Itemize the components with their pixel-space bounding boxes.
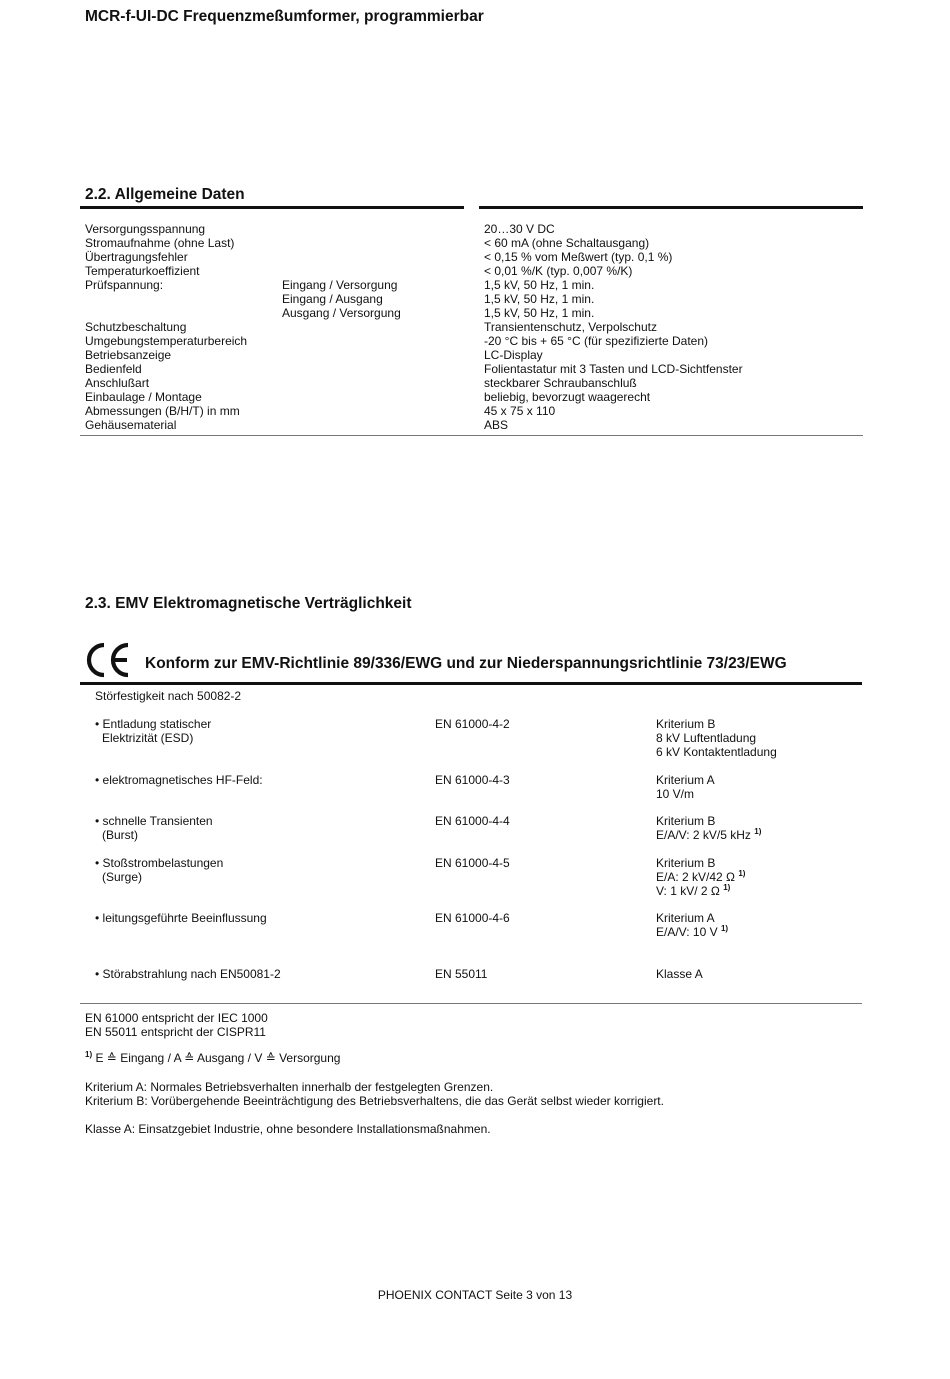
general-value: < 0,01 %/K (typ. 0,007 %/K): [484, 264, 633, 278]
general-value: LC-Display: [484, 348, 543, 362]
emv-test-name: • Entladung statischer: [95, 717, 212, 731]
emv-test-name: • Störabstrahlung nach EN50081-2: [95, 967, 281, 981]
general-sublabel: Ausgang / Versorgung: [282, 306, 401, 320]
emv-standard: EN 61000-4-5: [435, 856, 510, 870]
general-value: ABS: [484, 418, 509, 432]
note-class-a: Klasse A: Einsatzgebiet Industrie, ohne besondere Installationsmaßnahmen.: [85, 1122, 491, 1136]
general-sublabel: [282, 334, 401, 348]
general-value: 1,5 kV, 50 Hz, 1 min.: [484, 292, 595, 306]
general-label: Einbaulage / Montage: [85, 390, 202, 404]
general-label: Prüfspannung:: [85, 278, 164, 292]
footnote-text: E ≙ Eingang / A ≙ Ausgang / V ≙ Versorgung: [95, 1051, 341, 1065]
emv-standard: EN 61000-4-2: [435, 717, 510, 731]
emv-bottom-rule: [80, 1003, 862, 1004]
emv-criterion: Kriterium B: [656, 717, 716, 731]
note-cispr: EN 55011 entspricht der CISPR11: [85, 1025, 266, 1039]
emv-subheading: Störfestigkeit nach 50082-2: [95, 689, 242, 703]
general-sublabel: [282, 348, 401, 362]
general-bottom-rule: [80, 435, 863, 436]
general-sublabel: [282, 404, 401, 418]
general-label: Gehäusematerial: [85, 418, 177, 432]
emv-criterion: 6 kV Kontaktentladung: [656, 745, 777, 759]
general-label: Schutzbeschaltung: [85, 320, 187, 334]
footnote-marker: 1): [738, 869, 746, 878]
emv-test-name: • Stoßstrombelastungen: [95, 856, 224, 870]
general-label: Anschlußart: [85, 376, 150, 390]
footnote-marker: 1): [720, 924, 729, 933]
general-label: Versorgungsspannung: [85, 222, 206, 236]
general-value: 1,5 kV, 50 Hz, 1 min.: [484, 278, 595, 292]
general-value: -20 °C bis + 65 °C (für spezifizierte Daten): [484, 334, 709, 348]
general-label: Übertragungsfehler: [85, 250, 188, 264]
section-title-general: 2.2. Allgemeine Daten: [85, 186, 245, 203]
note-criterion-b: Kriterium B: Vorübergehende Beeinträchtigung des Betriebsverhaltens, die das Gerät selbst wieder korrigiert.: [85, 1094, 664, 1108]
general-sublabel: [282, 390, 401, 404]
ce-mark-icon: [83, 642, 131, 678]
general-label: [85, 292, 247, 306]
general-value: steckbarer Schraubanschluß: [484, 376, 637, 390]
general-sublabel: [282, 264, 401, 278]
emv-test-name: Elektrizität (ESD): [102, 731, 194, 745]
page-footer: PHOENIX CONTACT Seite 3 von 13: [377, 1288, 573, 1302]
footnote-marker: 1): [754, 827, 762, 836]
general-label: [85, 306, 247, 320]
emv-criterion: 8 kV Luftentladung: [656, 731, 757, 745]
document-title: MCR-f-UI-DC Frequenzmeßumformer, programmierbar: [85, 8, 484, 25]
footnote: [85, 1051, 340, 1065]
general-sublabels-column: [282, 222, 401, 432]
general-label: Temperaturkoeffizient: [85, 264, 200, 278]
standards-notes: [85, 1011, 268, 1039]
general-value: 1,5 kV, 50 Hz, 1 min.: [484, 306, 595, 320]
general-value: < 60 mA (ohne Schaltausgang): [484, 236, 650, 250]
conformity-heading: Konform zur EMV-Richtlinie 89/336/EWG und zur Niederspannungsrichtlinie 73/23/EWG: [145, 655, 787, 672]
general-sublabel: [282, 376, 401, 390]
general-sublabel: [282, 418, 401, 432]
general-label: Bedienfeld: [85, 362, 142, 376]
section-title-emv: 2.3. EMV Elektromagnetische Verträglichkeit: [85, 595, 412, 612]
class-note: [85, 1122, 491, 1136]
general-labels-column: [85, 222, 247, 432]
general-sublabel: [282, 362, 401, 376]
emv-criterion: Klasse A: [656, 967, 703, 981]
emv-criterion: E/A/V: 2 kV/5 kHz: [656, 828, 751, 842]
general-value: Transientenschutz, Verpolschutz: [484, 320, 657, 334]
footnote-marker: 1): [85, 1050, 93, 1059]
emv-criterion: Kriterium B: [656, 814, 716, 828]
general-label: Stromaufnahme (ohne Last): [85, 236, 235, 250]
emv-criterion: Kriterium A: [656, 911, 715, 925]
emv-criterion: 10 V/m: [656, 787, 695, 801]
general-values-column: [484, 222, 743, 432]
general-value: 20…30 V DC: [484, 222, 555, 236]
emv-standard: EN 61000-4-4: [435, 814, 510, 828]
emv-standard: EN 61000-4-6: [435, 911, 510, 925]
general-label: Abmessungen (B/H/T) in mm: [85, 404, 240, 418]
emv-criterion: V: 1 kV/ 2 Ω: [656, 884, 720, 898]
general-value: 45 x 75 x 110: [484, 404, 556, 418]
general-label: Umgebungstemperaturbereich: [85, 334, 248, 348]
emv-criterion: Kriterium A: [656, 773, 715, 787]
emv-test-name: • elektromagnetisches HF-Feld:: [95, 773, 263, 787]
emv-test-name: • schnelle Transienten: [95, 814, 213, 828]
note-iec: EN 61000 entspricht der IEC 1000: [85, 1011, 268, 1025]
emv-test-name: (Surge): [102, 870, 143, 884]
general-sublabel: [282, 320, 401, 334]
general-sublabel: [282, 250, 401, 264]
note-criterion-a: Kriterium A: Normales Betriebsverhalten innerhalb der festgelegten Grenzen.: [85, 1080, 494, 1094]
emv-criterion: E/A/V: 10 V: [656, 925, 718, 939]
general-sublabel: Eingang / Versorgung: [282, 278, 398, 292]
emv-criterion: Kriterium B: [656, 856, 716, 870]
general-value: < 0,15 % vom Meßwert (typ. 0,1 %): [484, 250, 673, 264]
emv-standard: EN 61000-4-3: [435, 773, 510, 787]
criteria-notes: [85, 1080, 664, 1108]
emv-header-rule: [80, 682, 862, 685]
emv-standard: EN 55011: [435, 967, 488, 981]
general-sublabel: [282, 222, 401, 236]
general-label: Betriebsanzeige: [85, 348, 172, 362]
general-value: beliebig, bevorzugt waagerecht: [484, 390, 651, 404]
general-sublabel: Eingang / Ausgang: [282, 292, 383, 306]
emv-test-name: (Burst): [102, 828, 138, 842]
general-value: Folientastatur mit 3 Tasten und LCD-Sichtfenster: [484, 362, 743, 376]
section-rule-right: [479, 206, 863, 209]
emv-criterion: E/A: 2 kV/42 Ω: [656, 870, 736, 884]
general-sublabel: [282, 236, 401, 250]
section-rule-left: [80, 206, 464, 209]
emv-test-name: • leitungsgeführte Beeinflussung: [95, 911, 267, 925]
footnote-marker: 1): [723, 883, 731, 892]
